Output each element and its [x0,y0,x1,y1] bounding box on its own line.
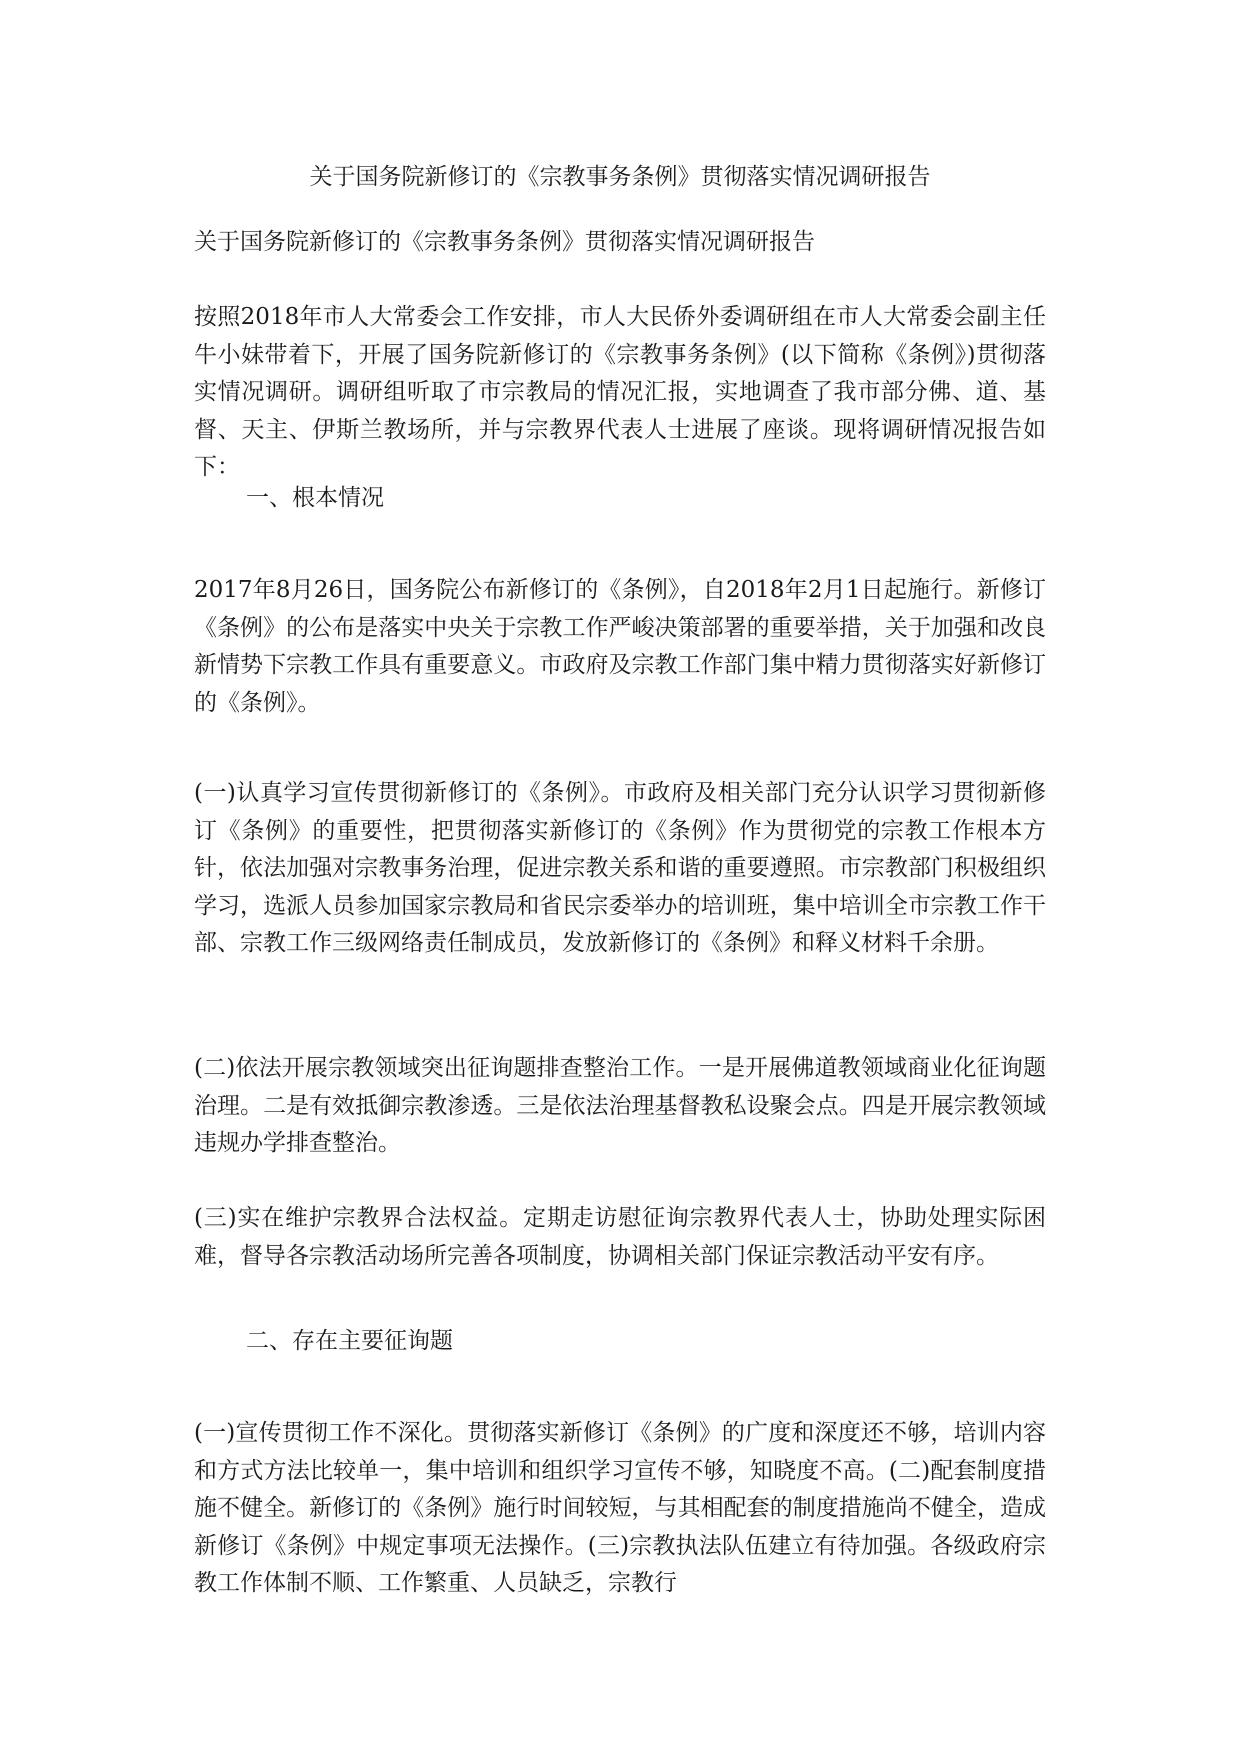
section-1-item-1-paragraph: (一)认真学习宣传贯彻新修订的《条例》。市政府及相关部门充分认识学习贯彻新修订《条例》的重要性，把贯彻落实新修订的《条例》作为贯彻党的宗教工作根本方针，依法加强对宗教事务治理，促进宗教关系和谐的重要遵照。市宗教部门积极组织学习，选派人员参加国家宗教局和省民宗委举办的培训班，集中培训全市宗教工作干部、宗教工作三级网络责任制成员，发放新修订的《条例》和释义材料千余册。 [194,780,1046,956]
section-1-overview-paragraph: 2017年8月26日，国务院公布新修订的《条例》，自2018年2月1日起施行。新修订《条例》的公布是落实中央关于宗教工作严峻决策部署的重要举措，关于加强和改良新情势下宗教工作具有重要意义。市政府及宗教工作部门集中精力贯彻落实好新修订的《条例》。 [194,577,1046,716]
section-1-item-2-paragraph: (二)依法开展宗教领域突出征询题排查整治工作。一是开展佛道教领域商业化征询题治理。二是有效抵御宗教渗透。三是依法治理基督教私设聚会点。四是开展宗教领域违规办学排查整治。 [194,1055,1046,1156]
section-2-body-paragraph: (一)宣传贯彻工作不深化。贯彻落实新修订《条例》的广度和深度还不够，培训内容和方式方法比较单一，集中培训和组织学习宣传不够，知晓度不高。(二)配套制度措施不健全。新修订的《条例》施行时间较短，与其相配套的制度措施尚不健全，造成新修订《条例》中规定事项无法操作。(三)宗教执法队伍建立有待加强。各级政府宗教工作体制不顺、工作繁重、人员缺乏，宗教行 [194,1420,1046,1596]
section-1-item-3-paragraph: (三)实在维护宗教界合法权益。定期走访慰征询宗教界代表人士，协助处理实际困难，督导各宗教活动场所完善各项制度，协调相关部门保证宗教活动平安有序。 [194,1205,1046,1269]
document-title: 关于国务院新修订的《宗教事务条例》贯彻落实情况调研报告 [309,164,931,190]
section-2-heading: 二、存在主要征询题 [246,1328,453,1354]
intro-paragraph: 按照2018年市人大常委会工作安排，市人大民侨外委调研组在市人大常委会副主任牛小妹带着下，开展了国务院新修订的《宗教事务条例》(以下简称《条例》)贯彻落实情况调研。调研组听取了市宗教局的情况汇报，实地调查了我市部分佛、道、基督、天主、伊斯兰教场所，并与宗教界代表人士进展了座谈。现将调研情况报告如下： [194,304,1046,480]
document-subtitle: 关于国务院新修订的《宗教事务条例》贯彻落实情况调研报告 [194,229,815,255]
section-1-heading: 一、根本情况 [246,485,384,511]
